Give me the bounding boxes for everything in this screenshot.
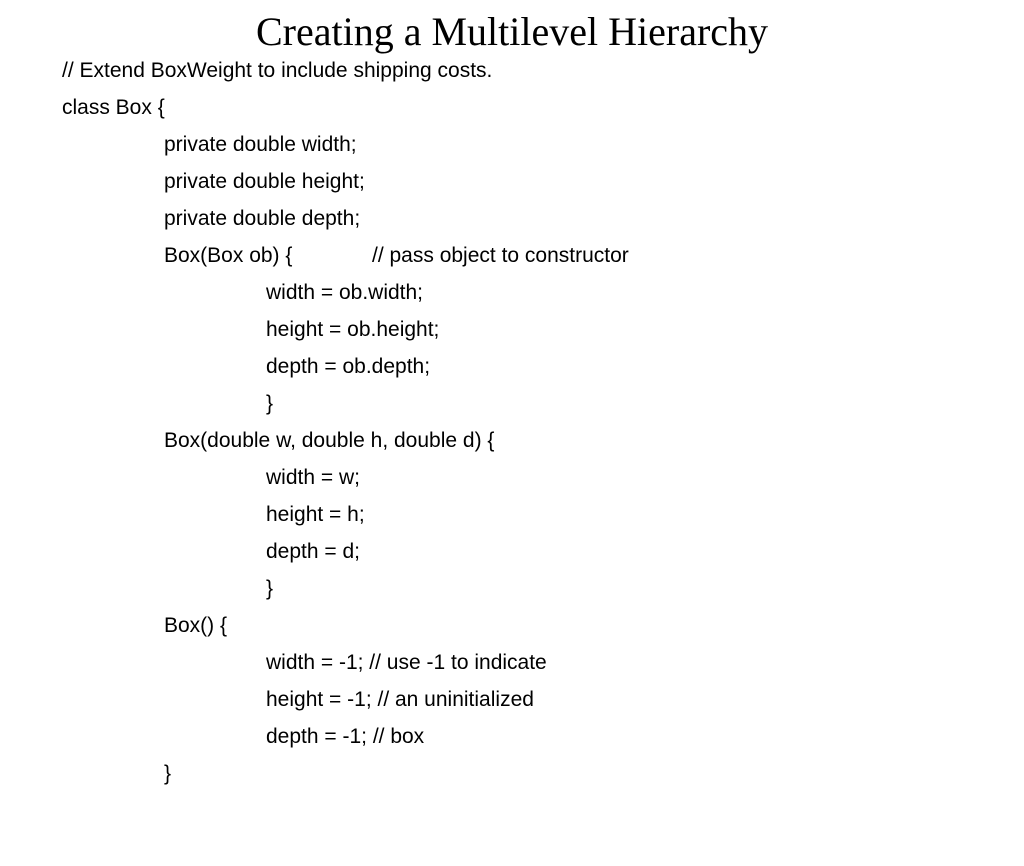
code-text: Box(double w, double h, double d) { (164, 429, 495, 452)
code-line (0, 755, 1024, 792)
code-text: class Box { (62, 96, 165, 119)
code-text: Box(Box ob) { (164, 244, 293, 267)
code-line (0, 348, 1024, 385)
code-line (0, 570, 1024, 607)
code-line (0, 533, 1024, 570)
code-line (0, 718, 1024, 755)
code-text: height = ob.height; (266, 318, 440, 341)
code-line (0, 52, 1024, 89)
code-text: width = w; (266, 466, 360, 489)
code-text: // Extend BoxWeight to include shipping costs. (62, 59, 493, 82)
code-line (0, 163, 1024, 200)
code-listing (0, 52, 1024, 785)
code-line (0, 459, 1024, 496)
code-text: depth = ob.depth; (266, 355, 431, 378)
code-text: width = -1; // use -1 to indicate (266, 651, 547, 674)
code-line (0, 385, 1024, 422)
code-line (0, 644, 1024, 681)
code-line (0, 237, 1024, 274)
code-text: } (266, 577, 274, 600)
code-line (0, 607, 1024, 644)
code-text: Box() { (164, 614, 228, 637)
code-line (0, 126, 1024, 163)
code-line (0, 496, 1024, 533)
code-text: height = -1; // an uninitialized (266, 688, 534, 711)
code-line (0, 200, 1024, 237)
code-line (0, 311, 1024, 348)
code-text: private double height; (164, 170, 365, 193)
code-line (0, 274, 1024, 311)
slide-title: Creating a Multilevel Hierarchy (255, 9, 769, 54)
code-line (0, 89, 1024, 126)
code-line (0, 422, 1024, 459)
code-text: depth = d; (266, 540, 360, 563)
code-text: depth = -1; // box (266, 725, 425, 748)
code-comment: // pass object to constructor (372, 244, 629, 267)
code-line (0, 681, 1024, 718)
code-text: private double depth; (164, 207, 361, 230)
code-text: } (266, 392, 274, 415)
code-text: } (164, 762, 172, 785)
code-text: width = ob.width; (266, 281, 424, 304)
code-text: height = h; (266, 503, 365, 526)
code-text: private double width; (164, 133, 357, 156)
